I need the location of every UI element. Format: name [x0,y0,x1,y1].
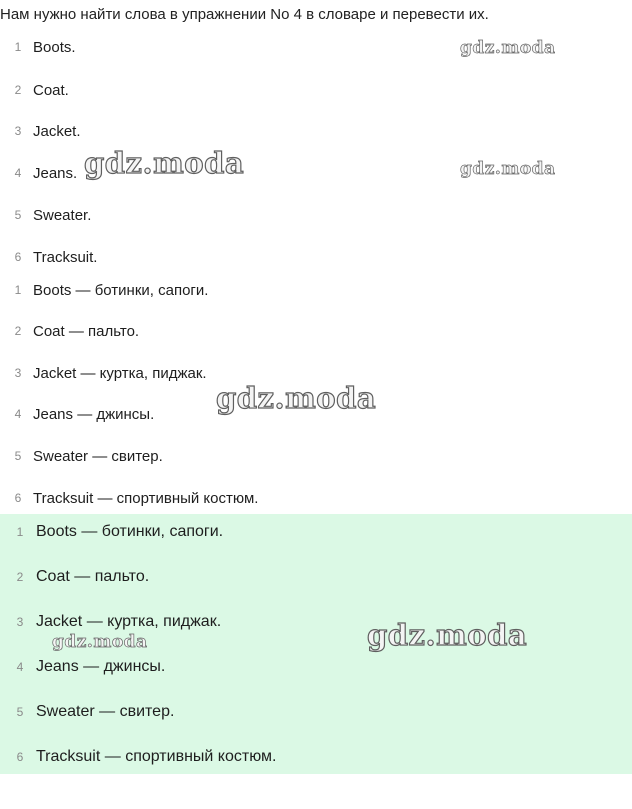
list-item-text: Jeans — джинсы. [36,658,166,675]
line-number: 5 [16,705,24,719]
list-item-text: Tracksuit — спортивный костюм. [33,489,259,507]
line-number: 2 [14,324,22,338]
list-item-text: Boots — ботинки, сапоги. [33,281,209,299]
line-number: 3 [14,124,22,138]
line-number: 1 [14,283,22,297]
line-number: 5 [14,449,22,463]
line-number: 6 [16,750,24,764]
list-item-text: Jacket — куртка, пиджак. [36,613,222,630]
list-item-text: Sweater. [33,206,92,224]
watermark: gdz.moda [460,38,556,58]
line-number: 4 [14,166,22,180]
line-number: 3 [16,615,24,629]
list-item-text: Sweater — свитер. [33,447,163,465]
line-number: 3 [14,366,22,380]
list-item-text: Jacket — куртка, пиджак. [33,364,207,382]
line-number: 6 [14,491,22,505]
list-item-text: Coat. [33,81,69,99]
list-item-text: Jeans. [33,164,78,182]
list-item-text: Tracksuit — спортивный костюм. [36,748,277,765]
line-number: 1 [16,525,24,539]
list-item-text: Boots. [33,38,76,56]
line-number: 4 [14,407,22,421]
line-number: 2 [16,570,24,584]
list-item-text: Sweater — свитер. [36,703,175,720]
list-item-text: Coat — пальто. [33,322,140,340]
watermark: gdz.moda [460,159,556,179]
line-number: 6 [14,250,22,264]
line-number: 2 [14,83,22,97]
watermark: gdz.moda [52,632,148,652]
list-item-text: Jacket. [33,122,81,140]
list-item-text: Tracksuit. [33,248,98,266]
watermark: gdz.moda [216,381,377,415]
list-item-text: Coat — пальто. [36,568,150,585]
watermark: gdz.moda [84,146,245,180]
list-item-text: Jeans — джинсы. [33,405,155,423]
line-number: 1 [14,40,22,54]
intro-text: Нам нужно найти слова в упражнении No 4 в словаре и перевести их. [0,6,489,23]
line-number: 5 [14,208,22,222]
watermark: gdz.moda [367,618,528,652]
line-number: 4 [16,660,24,674]
list-item-text: Boots — ботинки, сапоги. [36,523,224,540]
